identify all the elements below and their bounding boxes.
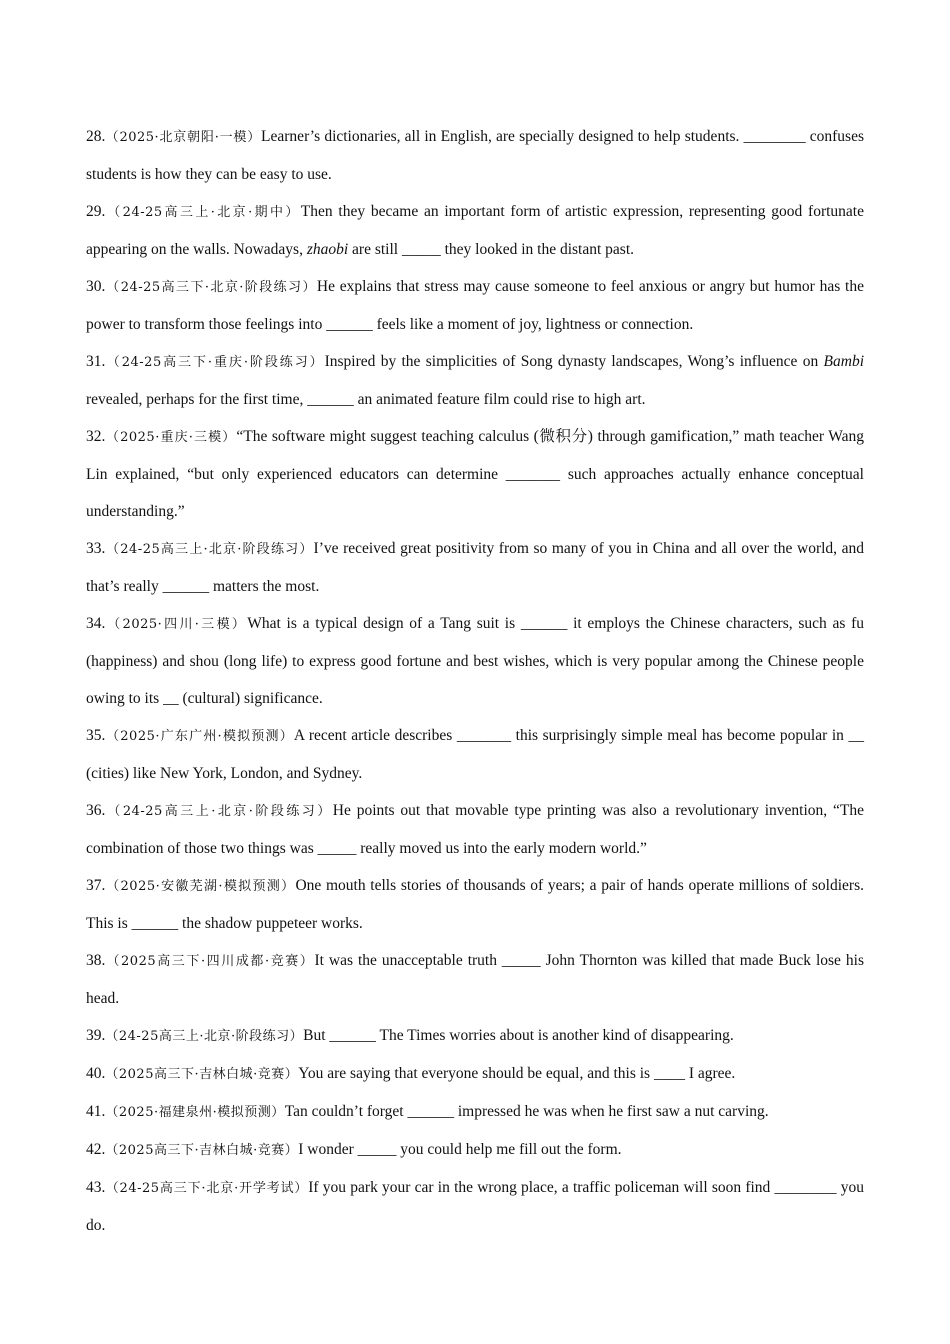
- question-text: revealed, perhaps for the first time, ______ an animated feature film could rise to high art.: [86, 391, 646, 408]
- question-text: He explains that stress may cause someone to feel anxious or angry but humor has the power to transform those feelings into ______ feels like a moment of joy, lightness or connection.: [86, 278, 864, 333]
- question-number: 34.: [86, 615, 106, 632]
- question-42: [86, 1131, 864, 1169]
- question-source: （2025·广东广州·模拟预测）: [105, 729, 294, 744]
- question-number: 31.: [86, 353, 106, 370]
- question-source: （24-25高三上·北京·阶段练习）: [105, 542, 314, 557]
- question-28: [86, 118, 864, 193]
- question-31: [86, 343, 864, 418]
- question-source: （24-25高三上·北京·阶段练习）: [105, 804, 333, 819]
- question-source: （2025·北京朝阳·一模）: [105, 130, 262, 145]
- question-number: 37.: [86, 877, 106, 894]
- question-35: [86, 717, 864, 792]
- question-number: 42.: [86, 1141, 106, 1158]
- question-text: You are saying that everyone should be equal, and this is ____ I agree.: [298, 1065, 736, 1082]
- question-number: 43.: [86, 1179, 106, 1196]
- question-text: Learner’s dictionaries, all in English, are specially designed to help students. ________ confuses students is how they can be easy to use.: [86, 128, 864, 183]
- question-number: 38.: [86, 952, 106, 969]
- question-source: （24-25高三上·北京·阶段练习）: [105, 1029, 304, 1044]
- question-40: [86, 1055, 864, 1093]
- question-source: （2025高三下·吉林白城·竞赛）: [105, 1143, 299, 1158]
- question-number: 29.: [86, 203, 106, 220]
- question-text: But ______ The Times worries about is another kind of disappearing.: [303, 1027, 734, 1044]
- question-39: [86, 1017, 864, 1055]
- question-source: （2025·福建泉州·模拟预测）: [105, 1105, 285, 1120]
- question-text: are still _____ they looked in the distant past.: [348, 241, 635, 258]
- question-text: What is a typical design of a Tang suit is ______ it employs the Chinese characters, such as fu (happiness) and shou (long life) to express good fortune and best wishes, which is very popular among the Chinese people owing to its __ (cultural) significance.: [86, 615, 864, 707]
- question-source: （2025·重庆·三模）: [105, 430, 237, 445]
- question-32: [86, 418, 864, 530]
- question-number: 32.: [86, 428, 106, 445]
- question-text: Tan couldn’t forget ______ impressed he was when he first saw a nut carving.: [284, 1103, 769, 1120]
- question-source: （2025·四川·三模）: [105, 617, 248, 632]
- question-30: [86, 268, 864, 343]
- question-text: I’ve received great positivity from so many of you in China and all over the world, and that’s really ______ matters the most.: [86, 540, 864, 595]
- question-41: [86, 1093, 864, 1131]
- question-number: 36.: [86, 802, 106, 819]
- question-number: 41.: [86, 1103, 106, 1120]
- question-text-italic: zhaobi: [306, 241, 349, 258]
- question-source: （2025高三下·四川成都·竞赛）: [105, 954, 315, 969]
- question-number: 28.: [86, 128, 106, 145]
- question-source: （24-25高三下·北京·阶段练习）: [105, 280, 317, 295]
- question-source: （2025·安徽芜湖·模拟预测）: [105, 879, 296, 894]
- question-source: （2025高三下·吉林白城·竞赛）: [105, 1067, 299, 1082]
- question-source: （24-25高三下·北京·开学考试）: [105, 1181, 309, 1196]
- question-source: （24-25高三上·北京·期中）: [105, 205, 301, 220]
- question-34: [86, 605, 864, 717]
- question-text-italic: Bambi: [823, 353, 864, 370]
- question-36: [86, 792, 864, 867]
- question-29: [86, 193, 864, 268]
- question-number: 30.: [86, 278, 106, 295]
- question-text: One mouth tells stories of thousands of years; a pair of hands operate millions of soldiers. This is ______ the shadow puppeteer works.: [86, 877, 864, 932]
- question-text: It was the unacceptable truth _____ John Thornton was killed that made Buck lose his head.: [86, 952, 864, 1007]
- question-33: [86, 530, 864, 605]
- document-page: [86, 118, 864, 1244]
- question-text: He points out that movable type printing was also a revolutionary invention, “The combination of those two things was _____ really moved us into the early modern world.”: [86, 802, 864, 857]
- question-43: [86, 1169, 864, 1244]
- question-text: I wonder _____ you could help me fill out the form.: [298, 1141, 622, 1158]
- question-number: 33.: [86, 540, 106, 557]
- question-number: 35.: [86, 727, 106, 744]
- question-38: [86, 942, 864, 1017]
- question-source: （24-25高三下·重庆·阶段练习）: [105, 355, 325, 370]
- question-text: If you park your car in the wrong place, a traffic policeman will soon find ________ you do.: [86, 1179, 864, 1234]
- question-number: 39.: [86, 1027, 106, 1044]
- question-text: A recent article describes _______ this surprisingly simple meal has become popular in __ (cities) like New York, London, and Sydney.: [86, 727, 864, 782]
- question-number: 40.: [86, 1065, 106, 1082]
- question-37: [86, 867, 864, 942]
- question-text: “The software might suggest teaching calculus (微积分) through gamification,” math teacher Wang Lin explained, “but only experienced educators can determine _______ such approaches actually enhance conceptual understanding.”: [86, 428, 864, 520]
- question-text: Inspired by the simplicities of Song dynasty landscapes, Wong’s influence on: [324, 353, 824, 370]
- question-text: Then they became an important form of artistic expression, representing good fortunate appearing on the walls. Nowadays,: [86, 203, 864, 258]
